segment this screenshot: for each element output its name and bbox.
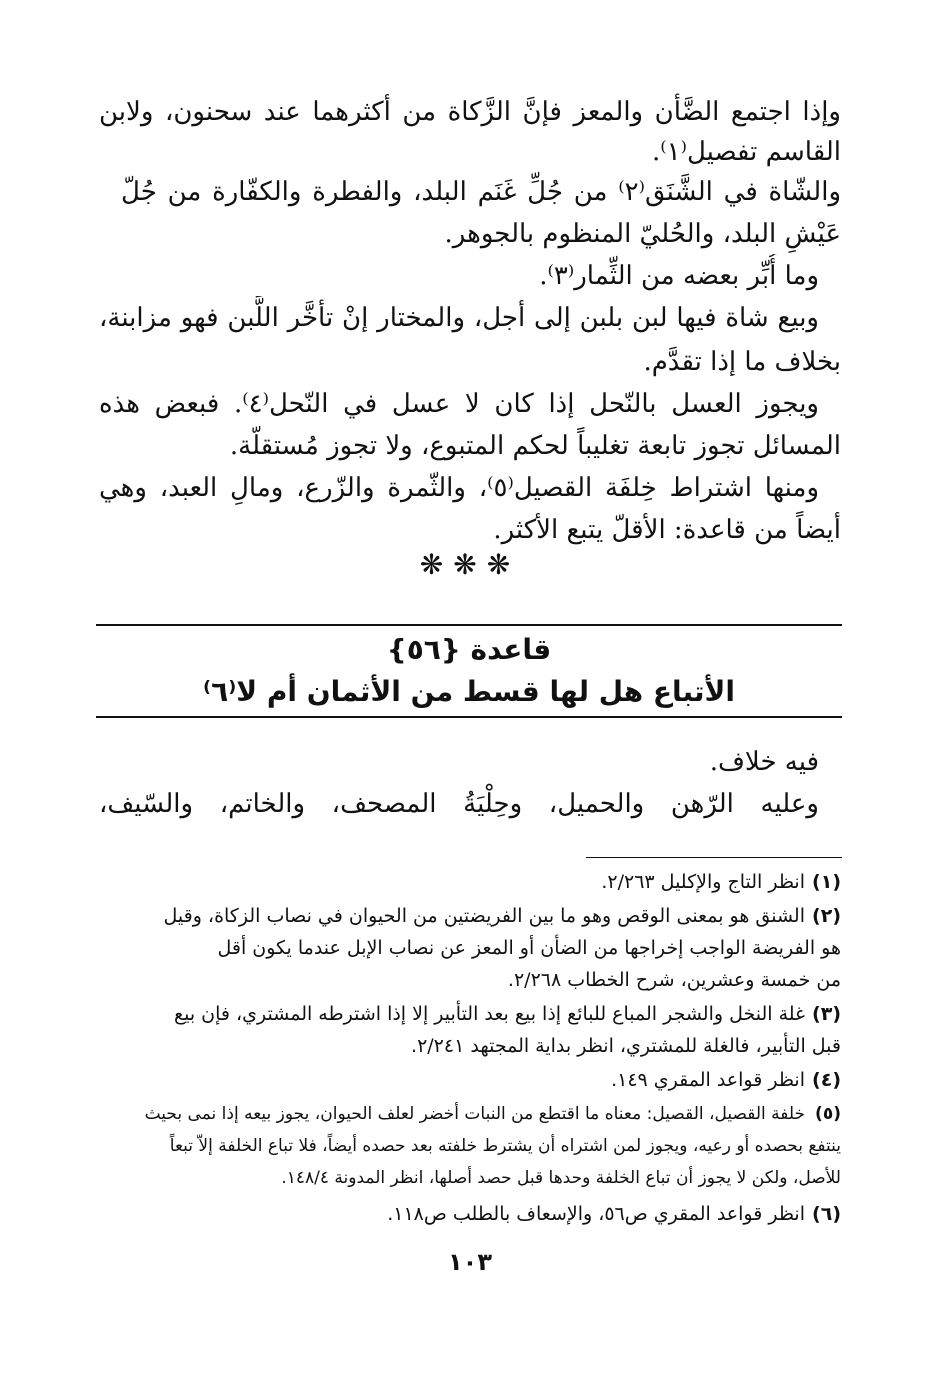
footnote-number: (١) bbox=[812, 871, 841, 893]
heading-rule-bottom bbox=[96, 716, 842, 718]
page-number: ١٠٣ bbox=[448, 1248, 492, 1276]
footnote-text: غلة النخل والشجر المباع للبائع إذا بيع بعد التأبير إلا إذا اشترطه المشتري، فإن بيع bbox=[174, 1003, 805, 1025]
rule-body-line-2: وعليه الرّهن والحميل، وحِلْيَةُ المصحف، والخاتم، والسّيف، bbox=[99, 789, 819, 819]
footnote-1 bbox=[101, 866, 841, 898]
footnote-2-line-2: هو الفريضة الواجب إخراجها من الضأن أو المعز عن نصاب الإبل عندما يكون أقل bbox=[217, 937, 841, 959]
footnote-2 bbox=[101, 900, 841, 932]
body-line-9: المسائل تجوز تابعة تغليباً لحكم المتبوع، ولا تجوز مُستقلّة. bbox=[229, 431, 841, 461]
footnote-text: انظر قواعد المقري ص٥٦، والإسعاف بالطلب ص١١٨. bbox=[387, 1203, 805, 1225]
section-ornament: ❋❋❋ bbox=[419, 548, 521, 581]
rule-subtitle: الأتباع هل لها قسط من الأثمان أم لا⁽٦⁾ bbox=[203, 675, 735, 708]
body-line-4: عَيْشِ البلد، والحُليّ المنظوم بالجوهر. bbox=[444, 219, 841, 249]
footnote-text: خلفة القصيل، القصيل: معناه ما اقتطع من النبات أخضر لعلف الحيوان، يجوز بيعه إذا نمى بحيث bbox=[144, 1104, 805, 1124]
heading-rule-top bbox=[96, 624, 842, 626]
rule-body-line-1: فيه خلاف. bbox=[709, 747, 819, 777]
body-line-8: ويجوز العسل بالنّحل إذا كان لا عسل في النّحل⁽٤⁾. فبعض هذه bbox=[99, 389, 819, 419]
body-line-10: ومنها اشتراط خِلفَة القصيل⁽٥⁾، والثّمرة والزّرع، ومالِ العبد، وهي bbox=[99, 473, 819, 503]
footnote-number: (٤) bbox=[812, 1069, 841, 1091]
footnote-separator bbox=[586, 857, 842, 858]
footnote-text: الشنق هو بمعنى الوقص وهو ما بين الفريضتين من الحيوان في نصاب الزكاة، وقيل bbox=[163, 905, 805, 927]
rule-title: قاعدة {٥٦} bbox=[386, 633, 552, 666]
footnote-5 bbox=[101, 1098, 841, 1130]
footnote-3 bbox=[101, 998, 841, 1030]
footnote-6 bbox=[101, 1198, 841, 1230]
footnote-5-line-2: ينتفع بحصده أو رعيه، ويجوز لمن اشتراه أن يشترط خلفته بعد حصده أيضاً، فلا تباع الخلفة إلاّ تبعاً bbox=[169, 1136, 841, 1156]
body-line-6: وبيع شاة فيها لبن بلبن إلى أجل، والمختار إنْ تأخَّر اللَّبن فهو مزابنة، bbox=[99, 303, 819, 333]
body-line-1: وإذا اجتمع الضَّأن والمعز فإنَّ الزَّكاة من أكثرهما عند سحنون، ولابن bbox=[99, 97, 841, 127]
footnote-number: (٢) bbox=[812, 905, 841, 927]
footnote-2-line-3: من خمسة وعشرين، شرح الخطاب ٢/٢٦٨. bbox=[507, 969, 841, 991]
body-line-5: وما أُبِّر بعضه من الثِّمار⁽٣⁾. bbox=[539, 261, 819, 291]
footnote-5-line-3: للأصل، ولكن لا يجوز أن تباع الخلفة وحدها قبل حصد أصلها، انظر المدونة ١٤٨/٤. bbox=[281, 1168, 841, 1188]
footnote-3-line-2: قبل التأبير، فالغلة للمشتري، انظر بداية المجتهد ٢/٢٤١. bbox=[411, 1035, 841, 1057]
footnote-4 bbox=[101, 1064, 841, 1096]
footnote-text: انظر التاج والإكليل ٢/٢٦٣. bbox=[601, 871, 805, 893]
footnote-number: (٥) bbox=[815, 1104, 841, 1124]
body-line-11: أيضاً من قاعدة: الأقلّ يتبع الأكثر. bbox=[493, 515, 841, 545]
body-line-7: بخلاف ما إذا تقدَّم. bbox=[643, 347, 841, 377]
footnote-number: (٣) bbox=[812, 1003, 841, 1025]
footnote-text: انظر قواعد المقري ١٤٩. bbox=[611, 1069, 805, 1091]
footnote-number: (٦) bbox=[812, 1203, 841, 1225]
body-line-3: والشّاة في الشَّنَق⁽٢⁾ من جُلِّ غَنَم البلد، والفطرة والكفّارة من جُلّ bbox=[121, 177, 841, 207]
body-line-2: القاسم تفصيل⁽١⁾. bbox=[651, 137, 841, 167]
